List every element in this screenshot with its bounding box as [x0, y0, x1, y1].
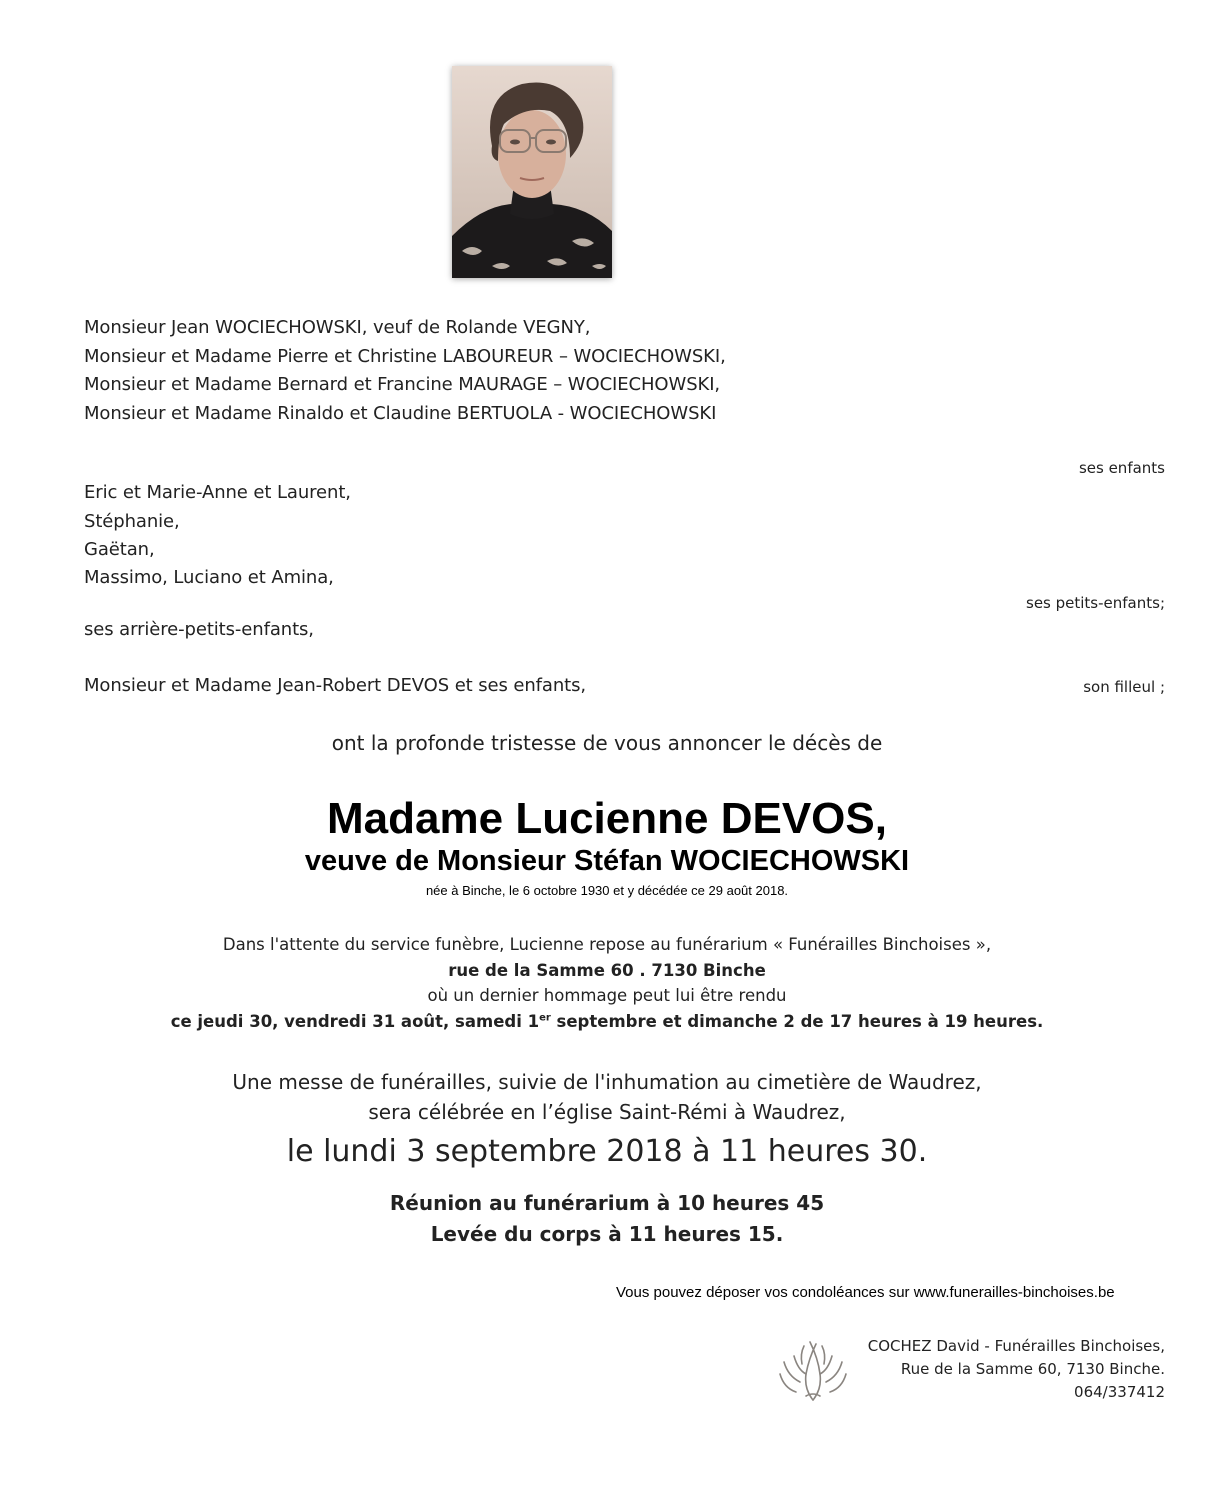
- viewing-dates: [0, 1012, 1214, 1031]
- viewing-dates-part-2: septembre et dimanche 2 de 17 heures à 19 heures.: [550, 1012, 1044, 1031]
- departure-time: Levée du corps à 11 heures 15.: [430, 1222, 784, 1246]
- viewing-line-3: où un dernier hommage peut lui être rendu: [427, 986, 787, 1005]
- grandchildren-line-1: Eric et Marie-Anne et Laurent,: [84, 482, 351, 503]
- meeting-time: Réunion au funérarium à 10 heures 45: [389, 1191, 825, 1215]
- viewing-address: rue de la Samme 60 . 7130 Binche: [448, 961, 766, 980]
- grandchildren-label: ses petits-enfants;: [1026, 594, 1165, 612]
- grandchildren-line-3: Gaëtan,: [84, 539, 155, 560]
- mass-line-1: Une messe de funérailles, suivie de l'inhumation au cimetière de Waudrez,: [232, 1070, 982, 1094]
- family-line-child-3: Monsieur et Madame Rinaldo et Claudine BERTUOLA - WOCIECHOWSKI: [84, 403, 717, 424]
- grandchildren-line-2: Stéphanie,: [84, 511, 180, 532]
- viewing-dates-superscript: er: [539, 1012, 551, 1024]
- funeral-home-address: Rue de la Samme 60, 7130 Binche.: [900, 1360, 1165, 1378]
- deceased-name: Madame Lucienne DEVOS,: [327, 794, 887, 843]
- great-grandchildren-line: ses arrière-petits-enfants,: [84, 619, 314, 640]
- children-label: ses enfants: [1078, 459, 1165, 477]
- viewing-dates-part-1: ce jeudi 30, vendredi 31 août, samedi 1: [170, 1012, 540, 1031]
- family-line-child-1: Monsieur et Madame Pierre et Christine LABOUREUR – WOCIECHOWSKI,: [84, 346, 726, 367]
- birth-death-line: née à Binche, le 6 octobre 1930 et y décédée ce 29 août 2018.: [425, 883, 789, 898]
- viewing-line-1: Dans l'attente du service funèbre, Lucienne repose au funérarium « Funérailles Binchoises »,: [222, 935, 992, 954]
- family-line-husband: Monsieur Jean WOCIECHOWSKI, veuf de Rolande VEGNY,: [84, 317, 591, 338]
- portrait-photo: [452, 66, 612, 278]
- mass-line-2: sera célébrée en l’église Saint-Rémi à Waudrez,: [368, 1100, 846, 1124]
- godson-label: son filleul ;: [1083, 678, 1165, 696]
- funeral-home-name: COCHEZ David - Funérailles Binchoises,: [867, 1337, 1165, 1355]
- grandchildren-line-4: Massimo, Luciano et Amina,: [84, 567, 334, 588]
- flame-feather-logo-icon: [776, 1334, 850, 1404]
- widow-of-line: veuve de Monsieur Stéfan WOCIECHOWSKI: [304, 845, 910, 877]
- funeral-home-phone: 064/337412: [1074, 1383, 1165, 1401]
- mass-date: le lundi 3 septembre 2018 à 11 heures 30.: [286, 1134, 928, 1169]
- condolences-line: Vous pouvez déposer vos condoléances sur www.funerailles-binchoises.be: [616, 1284, 1115, 1301]
- family-line-child-2: Monsieur et Madame Bernard et Francine MAURAGE – WOCIECHOWSKI,: [84, 374, 721, 395]
- portrait-image: [452, 66, 612, 278]
- godson-line: Monsieur et Madame Jean-Robert DEVOS et ses enfants,: [84, 675, 587, 696]
- announcement-line: ont la profonde tristesse de vous annoncer le décès de: [331, 731, 883, 755]
